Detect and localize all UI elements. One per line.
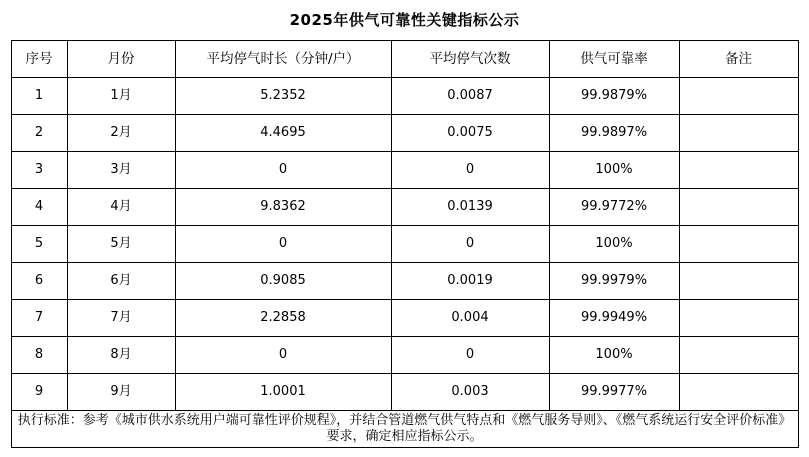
cell-avg-count: 0.0139 (391, 189, 549, 226)
cell-index: 2 (11, 115, 67, 152)
cell-reliability: 99.9949% (549, 300, 679, 337)
table-row (11, 300, 798, 337)
column-header-avg-duration: 平均停气时长（分钟/户） (175, 41, 391, 78)
cell-index: 5 (11, 226, 67, 263)
cell-remark (679, 152, 798, 189)
cell-month: 7月 (67, 300, 175, 337)
cell-remark (679, 300, 798, 337)
cell-avg-duration: 4.4695 (175, 115, 391, 152)
column-header-avg-count: 平均停气次数 (391, 41, 549, 78)
cell-avg-count: 0.004 (391, 300, 549, 337)
cell-avg-duration: 0 (175, 337, 391, 374)
footnote-paragraph: 执行标准：参考《城市供水系统用户端可靠性评价规程》，并结合管道燃气供气特点和《燃气服务导则》、《燃气系统运行安全评价标准》要求，确定相应指标公示。 (17, 412, 792, 444)
footnote-text (11, 411, 798, 448)
cell-month: 4月 (67, 189, 175, 226)
table-row (11, 263, 798, 300)
cell-remark (679, 189, 798, 226)
column-header-reliability: 供气可靠率 (549, 41, 679, 78)
cell-avg-duration: 0 (175, 152, 391, 189)
column-header-index: 序号 (11, 41, 67, 78)
column-header-month: 月份 (67, 41, 175, 78)
page-title: 2025年供气可靠性关键指标公示 (289, 11, 520, 29)
cell-reliability: 99.9979% (549, 263, 679, 300)
table-row (11, 115, 798, 152)
cell-index: 3 (11, 152, 67, 189)
cell-avg-duration: 5.2352 (175, 78, 391, 115)
cell-index: 1 (11, 78, 67, 115)
cell-month: 9月 (67, 374, 175, 411)
table-header-row (11, 41, 798, 78)
cell-remark (679, 263, 798, 300)
cell-remark (679, 374, 798, 411)
cell-index: 9 (11, 374, 67, 411)
cell-reliability: 100% (549, 226, 679, 263)
cell-avg-count: 0.0075 (391, 115, 549, 152)
table-row (11, 337, 798, 374)
cell-reliability: 99.9879% (549, 78, 679, 115)
cell-avg-count: 0.0087 (391, 78, 549, 115)
table-row (11, 189, 798, 226)
cell-reliability: 100% (549, 152, 679, 189)
table-footnote-row (11, 411, 798, 448)
cell-index: 8 (11, 337, 67, 374)
cell-month: 5月 (67, 226, 175, 263)
cell-avg-duration: 0.9085 (175, 263, 391, 300)
cell-index: 4 (11, 189, 67, 226)
cell-avg-duration: 1.0001 (175, 374, 391, 411)
cell-month: 3月 (67, 152, 175, 189)
cell-remark (679, 226, 798, 263)
cell-month: 2月 (67, 115, 175, 152)
cell-month: 8月 (67, 337, 175, 374)
cell-avg-count: 0 (391, 226, 549, 263)
cell-month: 6月 (67, 263, 175, 300)
cell-reliability: 99.9772% (549, 189, 679, 226)
cell-avg-duration: 9.8362 (175, 189, 391, 226)
cell-index: 7 (11, 300, 67, 337)
cell-avg-count: 0.003 (391, 374, 549, 411)
reliability-metrics-table (11, 40, 799, 448)
cell-avg-duration: 0 (175, 226, 391, 263)
cell-avg-count: 0 (391, 152, 549, 189)
cell-reliability: 99.9897% (549, 115, 679, 152)
cell-reliability: 100% (549, 337, 679, 374)
cell-avg-duration: 2.2858 (175, 300, 391, 337)
cell-avg-count: 0.0019 (391, 263, 549, 300)
cell-reliability: 99.9977% (549, 374, 679, 411)
cell-remark (679, 78, 798, 115)
table-row (11, 152, 798, 189)
cell-remark (679, 115, 798, 152)
cell-remark (679, 337, 798, 374)
cell-index: 6 (11, 263, 67, 300)
cell-month: 1月 (67, 78, 175, 115)
table-row (11, 78, 798, 115)
cell-avg-count: 0 (391, 337, 549, 374)
column-header-remark: 备注 (679, 41, 798, 78)
table-row (11, 226, 798, 263)
table-row (11, 374, 798, 411)
